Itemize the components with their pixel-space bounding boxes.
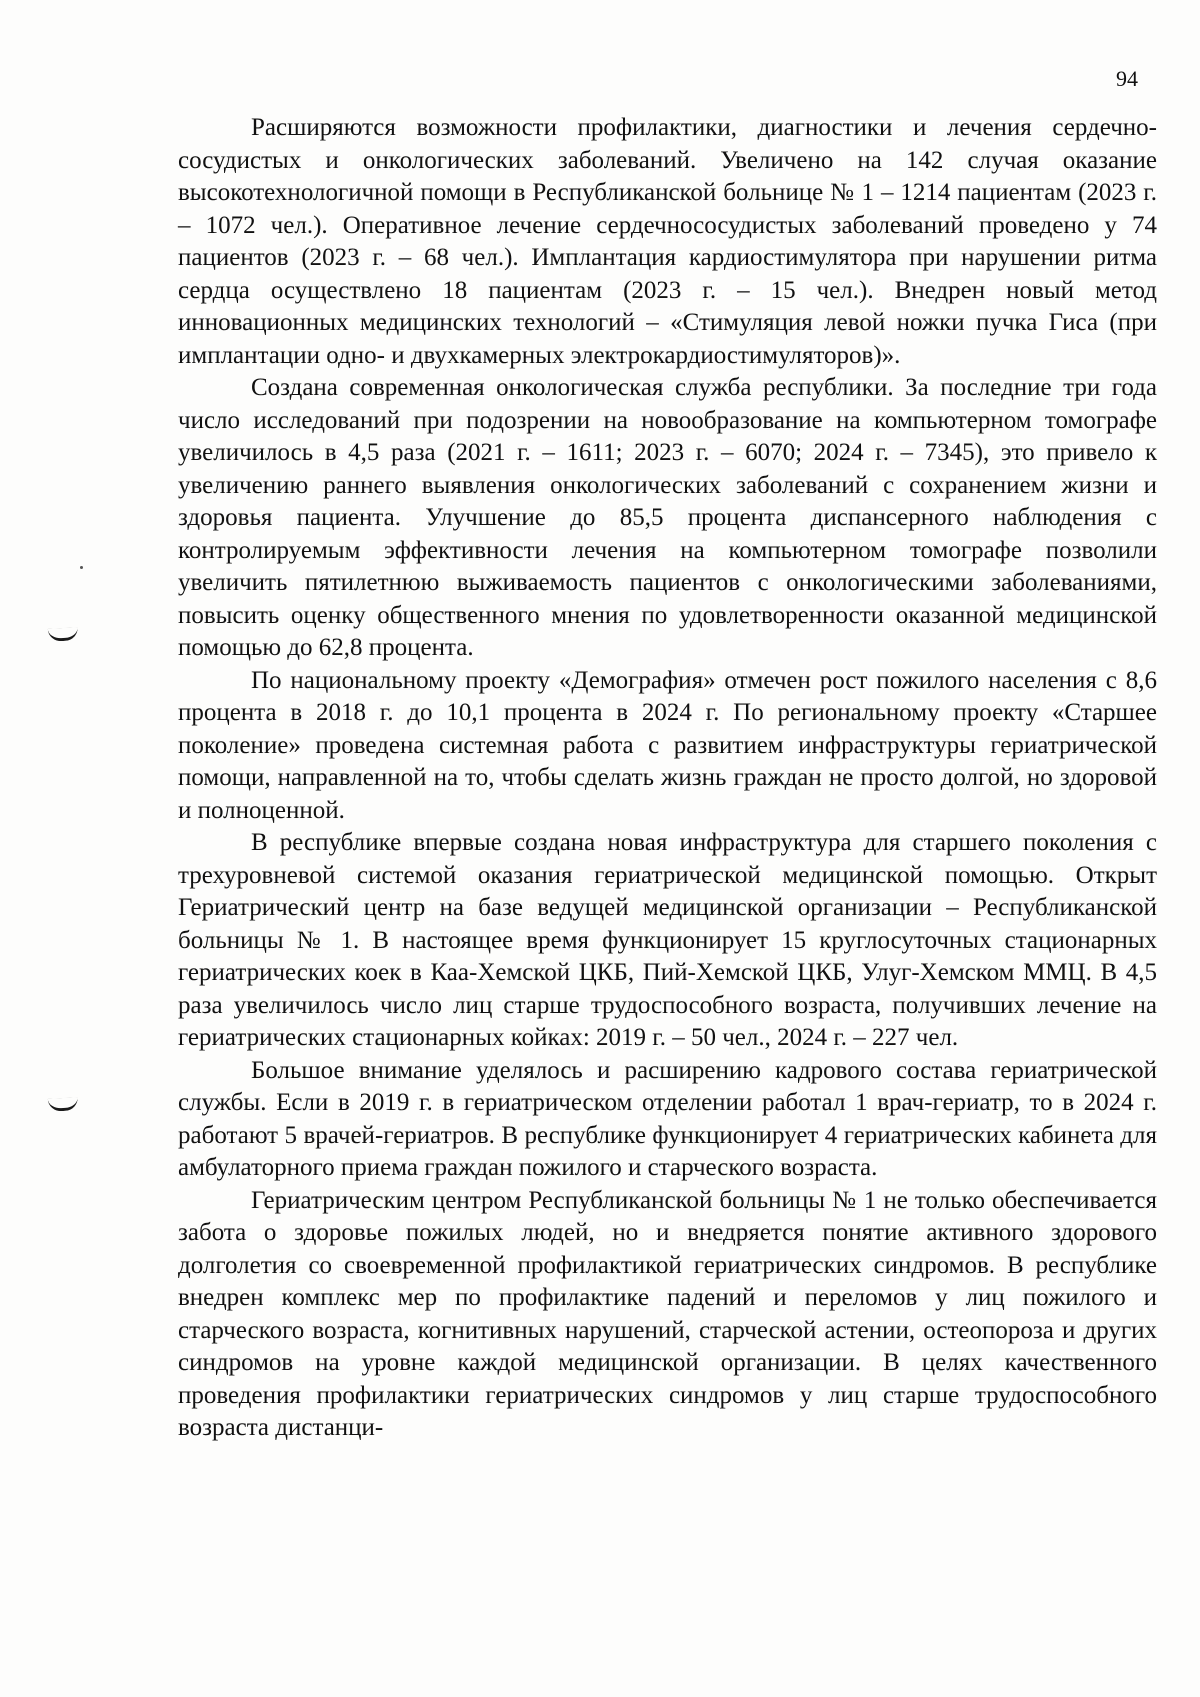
- paragraph-demography: По национальному проекту «Демография» отмечен рост пожилого населения с 8,6 процента в 2018 г. до 10,1 процента в 2024 г. По региональному проекту «Старшее поколение» проведена системная работа с развитием инфраструктуры гериатрической помощи, направленной на то, чтобы сделать жизнь граждан не просто долгой, но здоровой и полноценной.: [178, 666, 1157, 824]
- margin-scan-mark: [48, 627, 79, 642]
- paragraph-active-longevity: Гериатрическим центром Республиканской больницы № 1 не только обеспечивается забота о здоровье пожилых людей, но и внедряется понятие активного здорового долголетия со своевременной профилактикой гериатрических синдромов. В республике внедрен комплекс мер по профилактике падений и переломов у лиц пожилого и старческого возраста, когнитивных нарушений, старческой астении, остеопороза и других синдромов на уровне каждой медицинской организации. В целях качественного проведения профилактики гериатрических синдромов у лиц старше трудоспособного возраста дистанци-: [178, 1186, 1157, 1441]
- page-number: 94: [1116, 66, 1138, 91]
- paragraph-cardio-oncology: Расширяются возможности профилактики, диагностики и лечения сердечно-сосудистых и онкологических заболеваний. Увеличено на 142 случая оказание высокотехнологичной помощи в Республиканской больнице № 1 – 1214 пациентам (2023 г. – 1072 чел.). Оперативное лечение сердечнососудистых заболеваний проведено у 74 пациентов (2023 г. – 68 чел.). Имплантация кардиостимулятора при нарушении ритма сердца осуществлено 18 пациентам (2023 г. – 15 чел.). Внедрен новый метод инновационных медицинских технологий – «Стимуляция левой ножки пучка Гиса (при имплантации одно- и двухкамерных электрокардиостимуляторов)».: [178, 114, 1157, 369]
- scan-speck: [80, 566, 83, 569]
- document-body: [178, 112, 1157, 1445]
- paragraph-geriatric-staff: Большое внимание уделялось и расширению кадрового состава гериатрической службы. Если в 2019 г. в гериатрическом отделении работал 1 врач-гериатр, то в 2024 г. работают 5 врачей-гериатров. В республике функционирует 4 гериатрических кабинета для амбулаторного приема граждан пожилого и старческого возраста.: [178, 1056, 1157, 1181]
- paragraph-oncology-service: Создана современная онкологическая служба республики. За последние три года число исследований при подозрении на новообразование на компьютерном томографе увеличилось в 4,5 раза (2021 г. – 1611; 2023 г. – 6070; 2024 г. – 7345), это привело к увеличению раннего выявления онкологических заболеваний с сохранением жизни и здоровья пациента. Улучшение до 85,5 процента диспансерного наблюдения с контролируемым эффективности лечения на компьютерном томографе позволили увеличить пятилетнюю выживаемость пациентов с онкологическими заболеваниями, повысить оценку общественного мнения по удовлетворенности оказанной медицинской помощью до 62,8 процента.: [178, 374, 1157, 661]
- paragraph-geriatric-infrastructure: В республике впервые создана новая инфраструктура для старшего поколения с трехуровневой системой оказания гериатрической медицинской помощью. Открыт Гериатрический центр на базе ведущей медицинской организации – Республиканской больницы № 1. В настоящее время функционирует 15 круглосуточных стационарных гериатрических коек в Каа-Хемской ЦКБ, Пий-Хемской ЦКБ, Улуг-Хемском ММЦ. В 4,5 раза увеличилось число лиц старше трудоспособного возраста, получивших лечение на гериатрических стационарных койках: 2019 г. – 50 чел., 2024 г. – 227 чел.: [178, 829, 1157, 1051]
- margin-scan-mark: [48, 1097, 79, 1112]
